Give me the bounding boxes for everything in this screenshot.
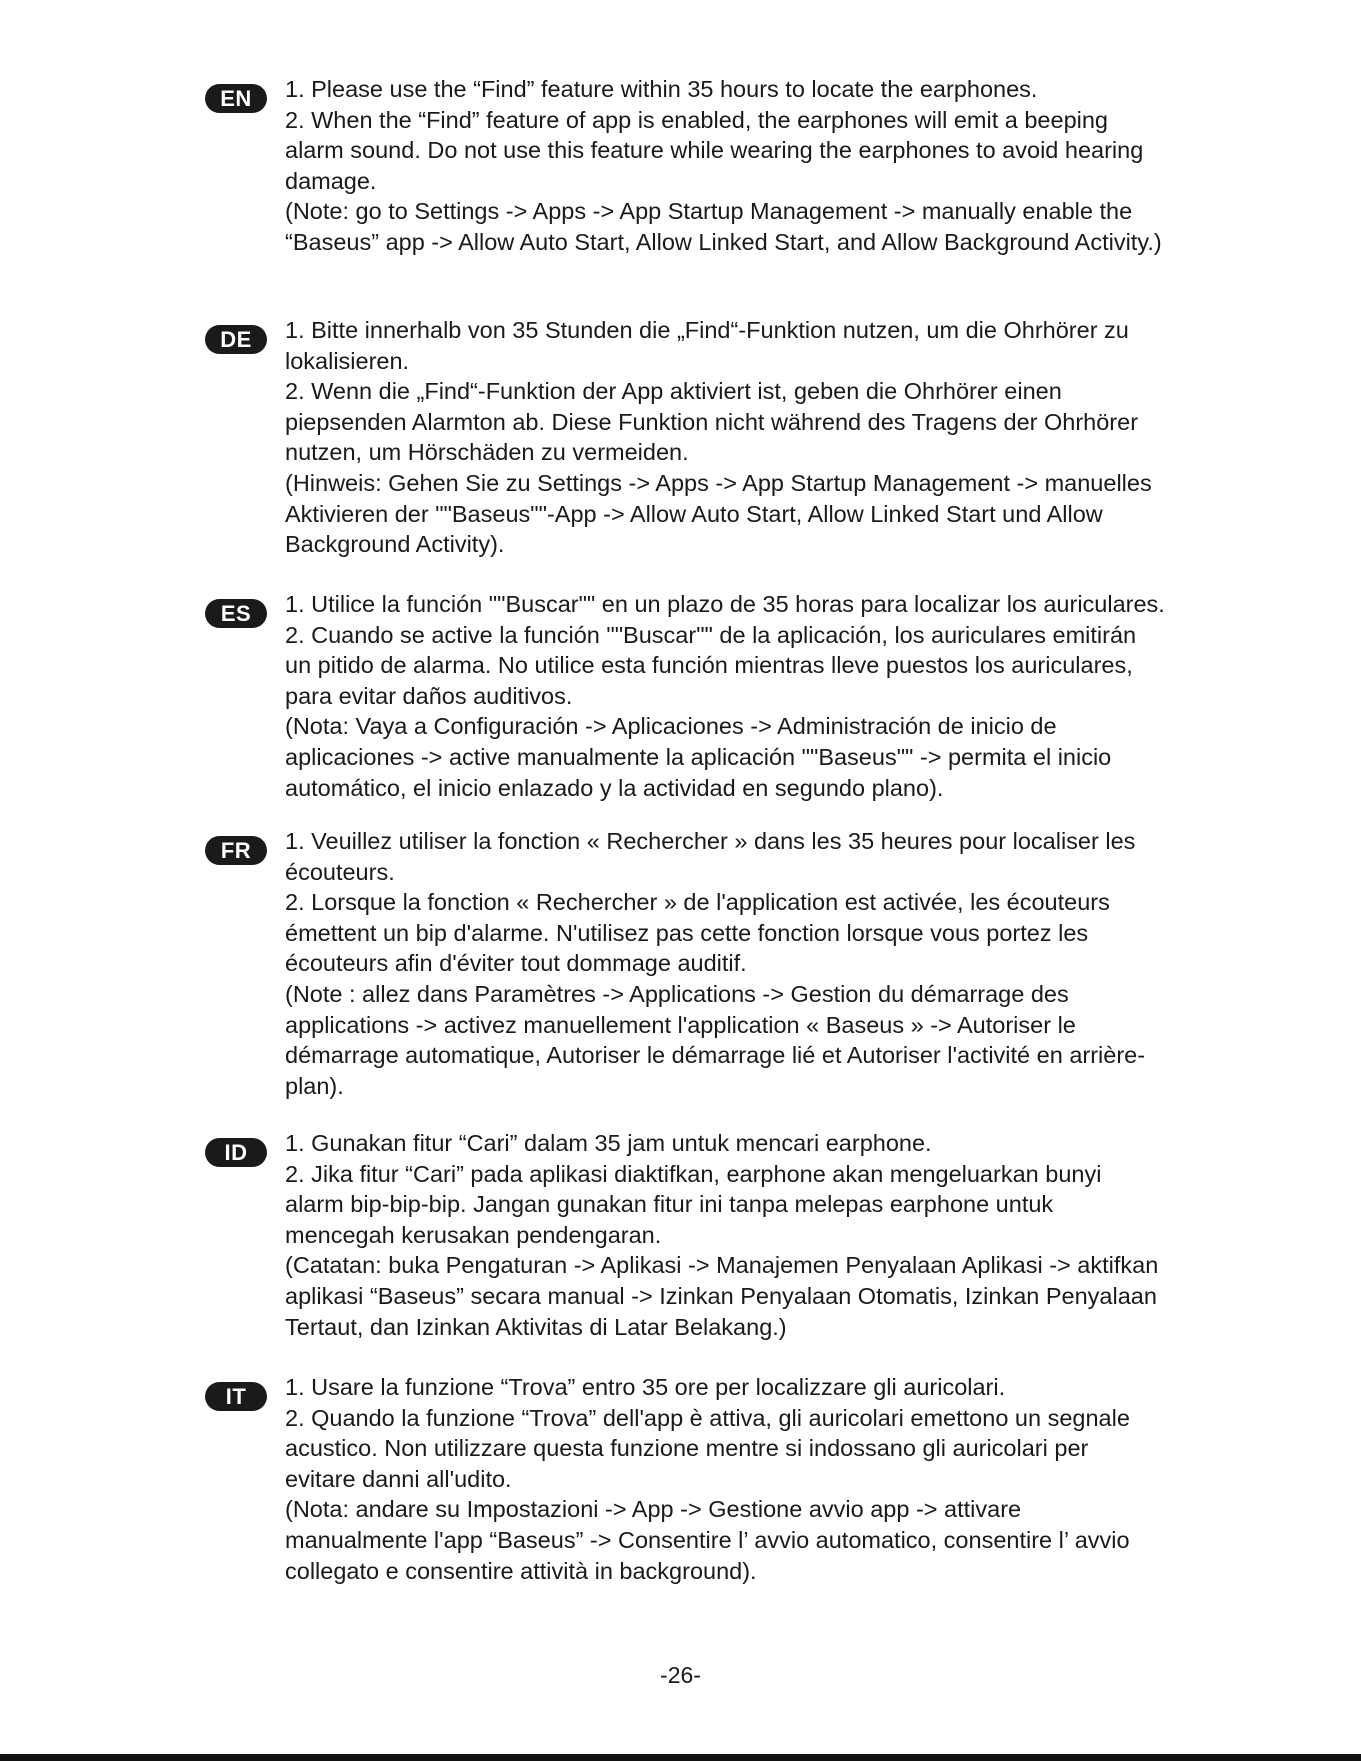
instruction-2: 2. Jika fitur “Cari” pada aplikasi diaktifkan, earphone akan mengeluarkan bunyi alarm bip-bip-bip. Jangan gunakan fitur ini tanpa melepas earphone untuk mencegah kerusakan pendengaran. (285, 1160, 1102, 1248)
language-badge-fr: FR (205, 836, 267, 865)
section-text-es (285, 589, 1165, 803)
language-badge-es: ES (205, 599, 267, 628)
bottom-divider (0, 1754, 1361, 1761)
section-text-fr (285, 826, 1165, 1101)
instruction-note: (Hinweis: Gehen Sie zu Settings -> Apps -> App Startup Management -> manuelles Aktivieren der ""Baseus""-App -> Allow Auto Start, Allow Linked Start und Allow Background Activity). (285, 469, 1152, 558)
instruction-1: 1. Veuillez utiliser la fonction « Rechercher » dans les 35 heures pour localiser les écouteurs. (285, 828, 1136, 885)
instruction-1: 1. Usare la funzione “Trova” entro 35 ore per localizzare gli auricolari. (285, 1374, 1006, 1400)
section-text-id (285, 1128, 1165, 1342)
instruction-2: 2. Wenn die „Find“-Funktion der App aktiviert ist, geben die Ohrhörer einen piepsenden Alarmton ab. Diese Funktion nicht während des Tragens der Ohrhörer nutzen, um Hörschäden zu vermeiden. (285, 378, 1139, 466)
instruction-2: 2. Quando la funzione “Trova” dell'app è attiva, gli auricolari emettono un segnale acustico. Non utilizzare questa funzione mentre si indossano gli auricolari per evitare danni all'udito. (285, 1404, 1130, 1492)
language-badge-en: EN (205, 84, 267, 113)
language-badge-de: DE (205, 325, 267, 354)
instruction-note: (Nota: Vaya a Configuración -> Aplicaciones -> Administración de inicio de aplicaciones -> active manualmente la aplicación ""Baseus"" -> permita el inicio automático, el inicio enlazado y la actividad en segundo plano). (285, 713, 1112, 801)
instruction-note: (Note: go to Settings -> Apps -> App Startup Management -> manually enable the “Baseus” app -> Allow Auto Start, Allow Linked Start, and Allow Background Activity.) (285, 198, 1162, 255)
instruction-1: 1. Please use the “Find” feature within 35 hours to locate the earphones. (285, 76, 1038, 102)
section-text-it (285, 1372, 1165, 1586)
language-badge-it: IT (205, 1382, 267, 1411)
section-text-en (285, 74, 1165, 258)
page-number: -26- (660, 1662, 701, 1688)
instruction-1: 1. Bitte innerhalb von 35 Stunden die „Find“-Funktion nutzen, um die Ohrhörer zu lokalisieren. (285, 317, 1129, 374)
instruction-note: (Nota: andare su Impostazioni -> App -> Gestione avvio app -> attivare manualmente l'app “Baseus” -> Consentire l’ avvio automatico, consentire l’ avvio collegato e consentire attività in background). (285, 1496, 1130, 1584)
instruction-1: 1. Gunakan fitur “Cari” dalam 35 jam untuk mencari earphone. (285, 1130, 932, 1156)
section-text-de (285, 315, 1165, 560)
language-badge-id: ID (205, 1138, 267, 1167)
instruction-2: 2. Cuando se active la función ""Buscar"" de la aplicación, los auriculares emitirán un pitido de alarma. No utilice esta función mientras lleve puestos los auriculares, para evitar daños auditivos. (285, 621, 1137, 709)
instruction-1: 1. Utilice la función ""Buscar"" en un plazo de 35 horas para localizar los auriculares. (285, 591, 1165, 617)
instruction-2: 2. When the “Find” feature of app is enabled, the earphones will emit a beeping alarm sound. Do not use this feature while wearing the earphones to avoid hearing damage. (285, 106, 1144, 194)
instruction-note: (Catatan: buka Pengaturan -> Aplikasi -> Manajemen Penyalaan Aplikasi -> aktifkan aplikasi “Baseus” secara manual -> Izinkan Penyalaan Otomatis, Izinkan Penyalaan Tertaut, dan Izinkan Aktivitas di Latar Belakang.) (285, 1252, 1159, 1340)
instruction-note: (Note : allez dans Paramètres -> Applications -> Gestion du démarrage des applications -> activez manuellement l'application « Baseus » -> Autoriser le démarrage automatique, Autoriser le démarrage lié et Autoriser l'activité en arrière-plan). (285, 980, 1146, 1099)
instruction-2: 2. Lorsque la fonction « Rechercher » de l'application est activée, les écouteurs émettent un bip d'alarme. N'utilisez pas cette fonction lorsque vous portez les écouteurs afin d'éviter tout dommage auditif. (285, 889, 1110, 977)
